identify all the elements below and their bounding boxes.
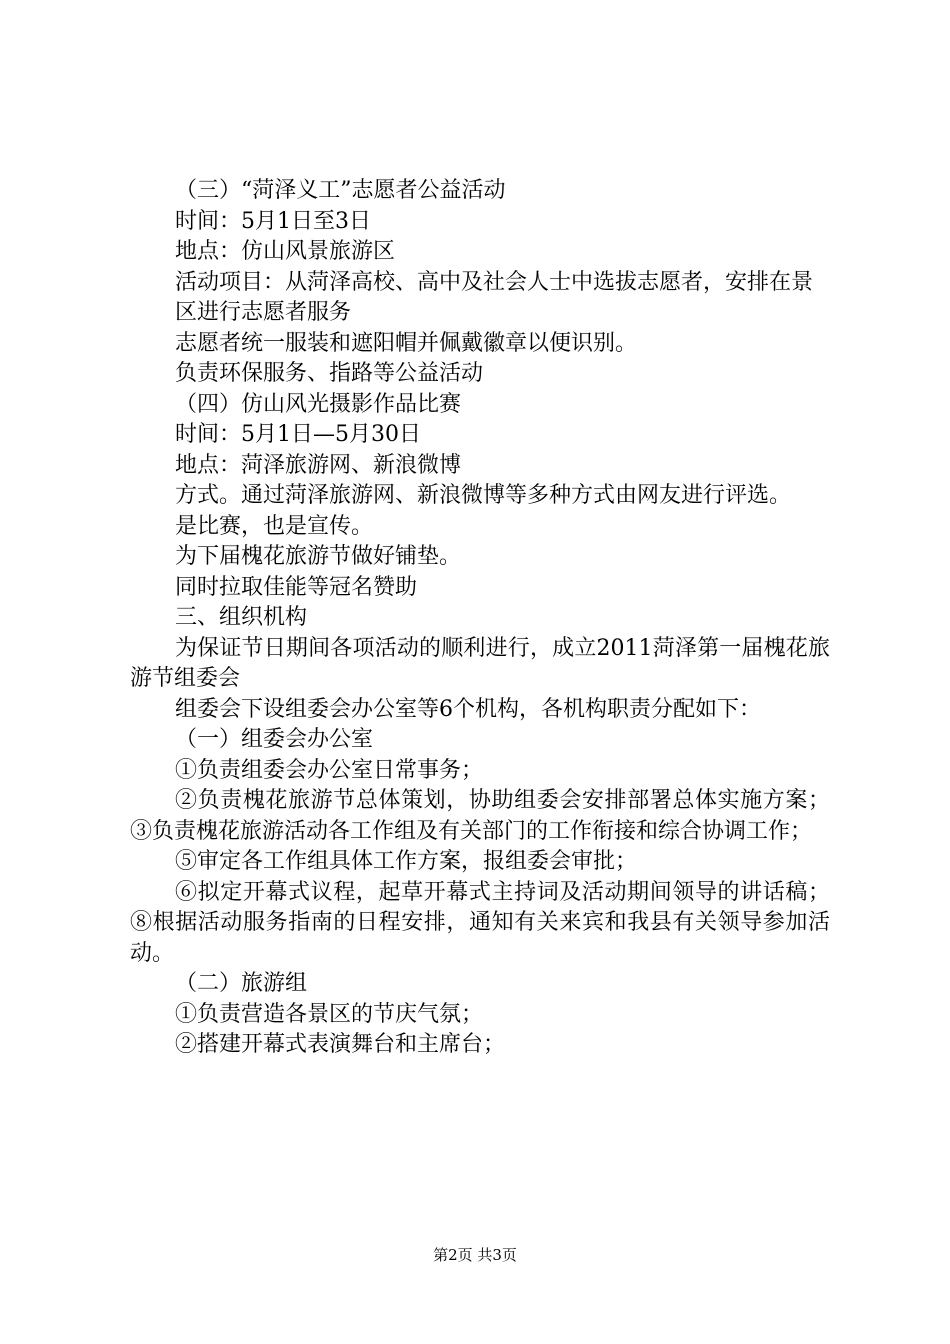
paragraph: 时间：5月1日—5月30日 [175, 422, 421, 447]
paragraph: （一）组委会办公室 [175, 727, 374, 752]
paragraph: ⑤审定各工作组具体工作方案，报组委会审批； [175, 849, 638, 874]
paragraph: 地点：仿山风景旅游区 [175, 239, 396, 264]
paragraph: 同时拉取佳能等冠名赞助 [175, 574, 418, 600]
paragraph: 是比赛，也是宣传。 [175, 513, 374, 539]
paragraph: （三）“菏泽义工”志愿者公益活动 [175, 178, 506, 203]
page-footer: 第2页 共3页 [433, 1246, 517, 1264]
paragraph: 为保证节日期间各项活动的顺利进行，成立2011菏泽第一届槐花旅游节组委会 [130, 635, 830, 691]
paragraph: 区进行志愿者服务 [175, 300, 352, 325]
paragraph: 方式。通过菏泽旅游网、新浪微博等多种方式由网友进行评选。 [175, 483, 792, 508]
paragraph: ⑥拟定开幕式议程，起草开幕式主持词及活动期间领导的讲话稿；⑧根据活动服务指南的日程安排，通知有关来宾和我县有关领导参加活动。 [130, 879, 830, 966]
paragraph: 负责环保服务、指路等公益活动 [175, 361, 484, 386]
paragraph: ②负责槐花旅游节总体策划，协助组委会安排部署总体实施方案；③负责槐花旅游活动各工作组及有关部门的工作衔接和综合协调工作； [130, 788, 830, 844]
paragraph: ①负责组委会办公室日常事务； [175, 757, 484, 783]
paragraph: （四）仿山风光摄影作品比赛 [175, 391, 462, 417]
paragraph: 时间：5月1日至3日 [175, 208, 371, 234]
paragraph: 志愿者统一服装和遮阳帽并佩戴徽章以便识别。 [175, 330, 638, 356]
paragraph: （二）旅游组 [175, 971, 308, 996]
paragraph: 组委会下设组委会办公室等6个机构，各机构职责分配如下： [175, 696, 761, 722]
paragraph: 活动项目：从菏泽高校、高中及社会人士中选拔志愿者，安排在景 [175, 269, 814, 295]
paragraph: 为下届槐花旅游节做好铺垫。 [175, 544, 462, 569]
document-body [130, 176, 830, 1061]
paragraph: ①负责营造各景区的节庆气氛； [175, 1001, 484, 1027]
paragraph: ②搭建开幕式表演舞台和主席台； [175, 1032, 506, 1057]
paragraph: 地点：菏泽旅游网、新浪微博 [175, 452, 462, 478]
paragraph: 三、组织机构 [175, 605, 308, 630]
